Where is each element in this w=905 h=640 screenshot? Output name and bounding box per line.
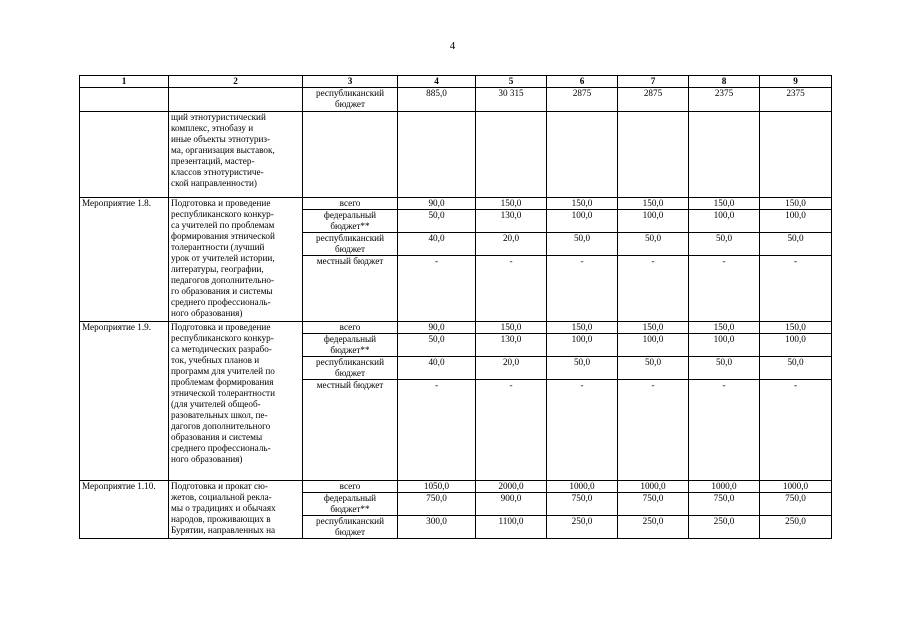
funding-source: всего: [303, 481, 398, 493]
col-header: 2: [169, 76, 303, 88]
value-cell: 150,0: [760, 198, 832, 210]
value-cell: 100,0: [618, 210, 689, 233]
measure-id-cell: [80, 88, 169, 112]
value-cell: -: [689, 256, 760, 322]
value-cell: 1000,0: [760, 481, 832, 493]
value-cell: -: [689, 380, 760, 481]
description-cell: Подготовка и проведение республиканского конкур- са учителей по проблемам формирования этнической толерантности (лучший урок от учителей истории, литературы, географии, педагогов дополнительно- го образования и системы среднего профессиональ- ного образования): [169, 198, 303, 322]
value-cell: 900,0: [476, 493, 547, 516]
value-cell: 1100,0: [476, 516, 547, 539]
page-number: 4: [449, 40, 456, 52]
funding-source: всего: [303, 322, 398, 334]
budget-table: [79, 75, 832, 539]
value-cell: 1000,0: [618, 481, 689, 493]
table-row: [80, 112, 832, 198]
funding-source: федеральный бюджет**: [303, 334, 398, 357]
value-cell: 2875: [618, 88, 689, 112]
value-cell: 50,0: [689, 357, 760, 380]
value-cell: 250,0: [547, 516, 618, 539]
value-cell: 150,0: [547, 322, 618, 334]
value-cell: 750,0: [398, 493, 476, 516]
value-cell: 20,0: [476, 357, 547, 380]
funding-source: местный бюджет: [303, 256, 398, 322]
value-cell: -: [618, 256, 689, 322]
description-cell: Подготовка и проведение республиканского конкур- са методических разрабо- ток, учебных планов и программ для учителей по проблемам формирования этнической толерантности (для учителей общеоб- разовательных школ, пе- дагогов дополнительного образования и системы среднего профессиональ- ного образования): [169, 322, 303, 481]
value-cell: 1050,0: [398, 481, 476, 493]
value-cell: 90,0: [398, 198, 476, 210]
value-cell: 50,0: [760, 233, 832, 256]
value-cell: 150,0: [476, 198, 547, 210]
value-cell: -: [618, 380, 689, 481]
funding-source: федеральный бюджет**: [303, 210, 398, 233]
value-cell: -: [760, 256, 832, 322]
value-cell: 150,0: [689, 198, 760, 210]
value-cell: 1000,0: [689, 481, 760, 493]
value-cell: 2375: [760, 88, 832, 112]
col-header: 8: [689, 76, 760, 88]
value-cell: 50,0: [547, 357, 618, 380]
value-cell: 130,0: [476, 334, 547, 357]
value-cell: 130,0: [476, 210, 547, 233]
value-cell: -: [476, 256, 547, 322]
funding-source: местный бюджет: [303, 380, 398, 481]
funding-source: республиканский бюджет: [303, 516, 398, 539]
col-header: 6: [547, 76, 618, 88]
value-cell: 750,0: [760, 493, 832, 516]
value-cell: 100,0: [689, 334, 760, 357]
value-cell: 150,0: [618, 198, 689, 210]
description-cell: щий этнотуристический комплекс, этнобазу и иные объекты этнотуриз- ма, организация выставок, презентаций, мастер- классов этнотуристиче- ской направленности): [169, 112, 303, 198]
funding-source: федеральный бюджет**: [303, 493, 398, 516]
col-header: 1: [80, 76, 169, 88]
description-cell: Подготовка и прокат сю- жетов, социальной рекла- мы о традициях и обычаях народов, проживающих в Бурятии, направленных на: [169, 481, 303, 539]
col-header: 5: [476, 76, 547, 88]
value-cell: -: [547, 380, 618, 481]
description-cell: [169, 88, 303, 112]
value-cell: 50,0: [398, 210, 476, 233]
measure-id-cell: Мероприятие 1.9.: [80, 322, 169, 481]
funding-source: всего: [303, 198, 398, 210]
table-row: [80, 198, 832, 210]
value-cell: 100,0: [618, 334, 689, 357]
col-header: 9: [760, 76, 832, 88]
value-cell: 100,0: [689, 210, 760, 233]
value-cell: 100,0: [547, 334, 618, 357]
value-cell: 20,0: [476, 233, 547, 256]
value-cell: 750,0: [618, 493, 689, 516]
measure-id-cell: Мероприятие 1.10.: [80, 481, 169, 539]
value-cell: 50,0: [547, 233, 618, 256]
value-cell: 50,0: [618, 357, 689, 380]
measure-id-cell: [80, 112, 169, 198]
value-cell: 50,0: [618, 233, 689, 256]
value-cell: -: [398, 380, 476, 481]
value-cell: 150,0: [476, 322, 547, 334]
value-cell: 750,0: [689, 493, 760, 516]
value-cell: 100,0: [547, 210, 618, 233]
value-cell: -: [547, 256, 618, 322]
value-cell: 250,0: [618, 516, 689, 539]
measure-id-cell: Мероприятие 1.8.: [80, 198, 169, 322]
value-cell: 100,0: [760, 334, 832, 357]
value-cell: -: [398, 256, 476, 322]
funding-source: республиканский бюджет: [303, 233, 398, 256]
col-header: 7: [618, 76, 689, 88]
value-cell: 150,0: [547, 198, 618, 210]
value-cell: 2875: [547, 88, 618, 112]
table-row: [80, 322, 832, 334]
value-cell: 750,0: [547, 493, 618, 516]
value-cell: 50,0: [398, 334, 476, 357]
value-cell: 300,0: [398, 516, 476, 539]
value-cell: 40,0: [398, 357, 476, 380]
value-cell: 50,0: [760, 357, 832, 380]
value-cell: 150,0: [689, 322, 760, 334]
table-row: [80, 481, 832, 493]
value-cell: 150,0: [618, 322, 689, 334]
value-cell: 885,0: [398, 88, 476, 112]
value-cell: 150,0: [760, 322, 832, 334]
value-cell: -: [760, 380, 832, 481]
value-cell: 2375: [689, 88, 760, 112]
col-header: 4: [398, 76, 476, 88]
value-cell: 1000,0: [547, 481, 618, 493]
value-cell: 90,0: [398, 322, 476, 334]
value-cell: 250,0: [689, 516, 760, 539]
value-cell: 30 315: [476, 88, 547, 112]
funding-source: республиканский бюджет: [303, 88, 398, 112]
value-cell: 100,0: [760, 210, 832, 233]
value-cell: 2000,0: [476, 481, 547, 493]
table-row: [80, 88, 832, 112]
value-cell: -: [476, 380, 547, 481]
value-cell: 250,0: [760, 516, 832, 539]
col-header: 3: [303, 76, 398, 88]
header-row: [80, 76, 832, 88]
funding-source: республиканский бюджет: [303, 357, 398, 380]
value-cell: 50,0: [689, 233, 760, 256]
value-cell: 40,0: [398, 233, 476, 256]
